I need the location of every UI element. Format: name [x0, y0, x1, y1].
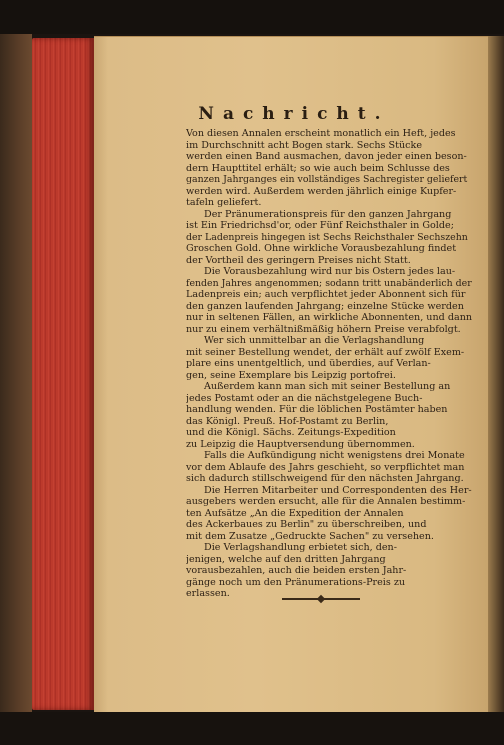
- red-page-edges: [32, 38, 94, 710]
- text-line: ten Aufsätze „An die Expedition der Annalen: [186, 507, 404, 519]
- text-line: Der Pränumerationspreis für den ganzen Jahrgang: [204, 208, 452, 220]
- text-line: der Vortheil des geringern Preises nicht Statt.: [186, 254, 411, 266]
- text-line: Die Vorausbezahlung wird nur bis Ostern jedes lau-: [204, 266, 456, 277]
- text-line: jedes Postamt oder an die nächstgelegene Buch-: [186, 392, 423, 404]
- text-line: gänge noch um den Pränumerations-Preis zu: [186, 576, 406, 588]
- text-line: mit seiner Bestellung wendet, der erhält auf zwölf Exem-: [186, 346, 465, 358]
- page-right-shadow: [488, 36, 504, 712]
- text-line: vorausbezahlen, auch die beiden ersten Jahr-: [186, 565, 407, 576]
- text-line: plare eins unentgeltlich, und überdies, auf Verlan-: [186, 358, 431, 369]
- text-line: Die Verlagshandlung erbietet sich, den-: [204, 542, 397, 553]
- text-line: Falls die Aufkündigung nicht wenigstens drei Monate: [204, 450, 465, 461]
- text-line: zu Leipzig die Hauptversendung übernommen.: [186, 438, 415, 450]
- text-line: im Durchschnitt acht Bogen stark. Sechs Stücke: [186, 139, 422, 151]
- text-line: Wer sich unmittelbar an die Verlagshandlung: [204, 335, 425, 346]
- text-line: Ladenpreis ein; auch verpflichtet jeder Abonnent sich für: [186, 289, 466, 300]
- text-line: Von diesen Annalen erscheint monatlich ein Heft, jedes: [186, 128, 456, 139]
- text-line: handlung wenden. Für die löblichen Postämter haben: [186, 404, 448, 415]
- text-line: werden wird. Außerdem werden jährlich einige Kupfer-: [186, 185, 457, 197]
- text-line: tafeln geliefert.: [186, 197, 262, 208]
- book-cover-edge: [0, 34, 32, 712]
- scan-background-top: [0, 0, 504, 34]
- text-line: ganzen Jahrganges ein vollständiges Sachregister geliefert: [186, 174, 468, 185]
- page-heading: Nachricht.: [198, 104, 390, 124]
- text-line: nur zu einem verhältnißmäßig höhern Preise verabfolgt.: [186, 323, 461, 335]
- text-line: werden einen Band ausmachen, davon jeder einen beson-: [186, 151, 467, 162]
- text-line: sich dadurch stillschweigend für den nächsten Jahrgang.: [186, 473, 464, 484]
- text-line: Außerdem kann man sich mit seiner Bestellung an: [204, 381, 451, 392]
- text-line: und die Königl. Sächs. Zeitungs-Expedition: [186, 427, 396, 438]
- text-line: mit dem Zusatze „Gedruckte Sachen" zu versehen.: [186, 530, 434, 542]
- text-line: gen, seine Exemplare bis Leipzig portofrei.: [186, 369, 396, 381]
- text-line: der Ladenpreis hingegen ist Sechs Reichsthaler Sechszehn: [186, 231, 468, 243]
- scan-background-bottom: [0, 712, 504, 745]
- text-line: Groschen Gold. Ohne wirkliche Vorausbezahlung findet: [186, 243, 457, 254]
- text-line: Die Herren Mitarbeiter und Correspondenten des Her-: [204, 484, 472, 496]
- text-line: des Ackerbaues zu Berlin" zu überschreiben, und: [186, 519, 427, 530]
- text-line: dern Haupttitel erhält; so wie auch beim Schlusse des: [186, 162, 450, 174]
- text-line: ausgebers werden ersucht, alle für die Annalen bestimm-: [186, 496, 466, 507]
- text-line: den ganzen laufenden Jahrgang; einzelne Stücke werden: [186, 300, 464, 312]
- text-line: das Königl. Preuß. Hof-Postamt zu Berlin,: [186, 415, 389, 427]
- closing-rule-ornament: [282, 598, 360, 600]
- text-line: fenden Jahres angenommen; sodann tritt unabänderlich der: [186, 277, 472, 289]
- text-line: ist Ein Friedrichsd'or, oder Fünf Reichsthaler in Golde;: [186, 220, 454, 231]
- text-line: jenigen, welche auf den dritten Jahrgang: [186, 553, 386, 565]
- text-line: vor dem Ablaufe des Jahrs geschieht, so verpflichtet man: [186, 461, 465, 473]
- text-line: erlassen.: [186, 588, 230, 599]
- text-line: nur in seltenen Fällen, an wirkliche Abonnenten, und dann: [186, 312, 472, 323]
